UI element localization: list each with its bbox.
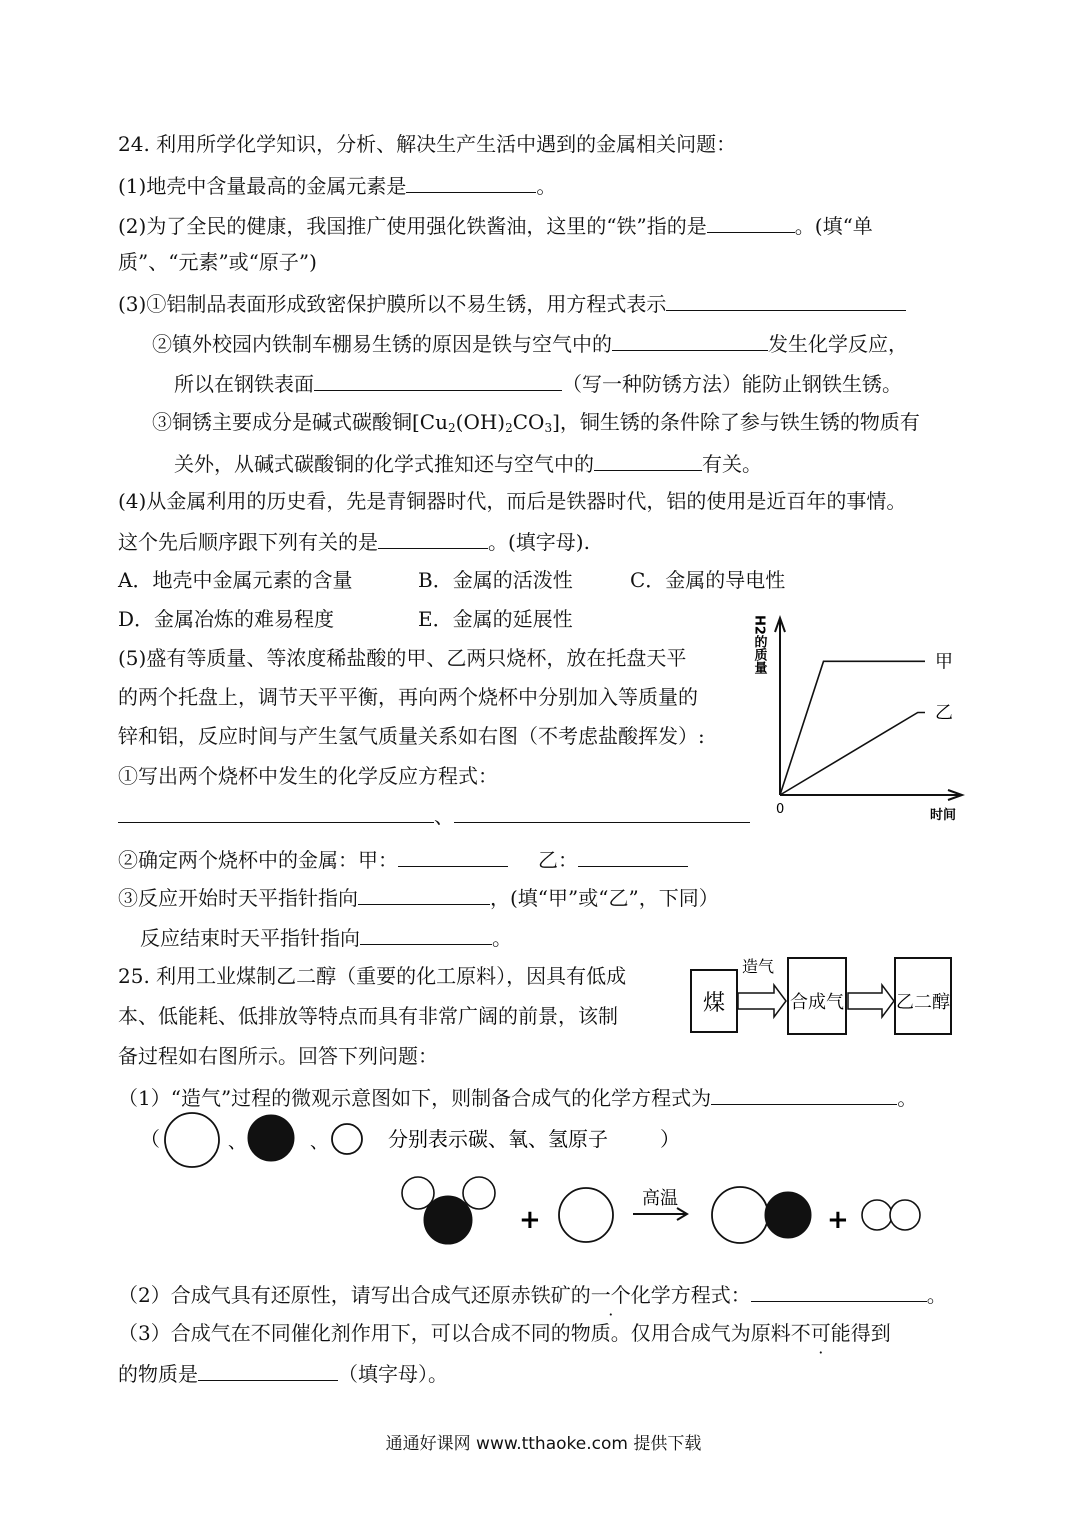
answer-blank[interactable]: [612, 328, 768, 351]
q24-part1: (1)地壳中含量最高的金属元素是 。: [118, 170, 556, 200]
arrow-right-icon: [738, 985, 786, 1017]
origin-label: 0: [776, 802, 785, 817]
answer-blank[interactable]: [454, 800, 750, 823]
legend-separator: 、: [310, 1132, 328, 1153]
arrow-right-icon: [848, 985, 894, 1017]
q25-part1: （1）“造气”过程的微观示意图如下，则制备合成气的化学方程式为 。: [118, 1082, 917, 1112]
hydrogen-mass-chart: [751, 605, 970, 833]
q25-part3-cont: 的物质是 （填字母）。: [118, 1358, 448, 1388]
answer-blank[interactable]: [398, 844, 508, 867]
answer-blank[interactable]: [314, 368, 562, 391]
plus-sign: +: [827, 1205, 849, 1235]
q25-stem-3: 备过程如右图所示。回答下列问题：: [118, 1044, 438, 1068]
legend-close-paren: ）: [660, 1127, 680, 1151]
q25-part3: （3）合成气在不同催化剂作用下，可以合成不同的物质。仅用合成气为原料不可能得到: [118, 1321, 891, 1345]
q24-part5-2: 的两个托盘上，调节天平平衡，再向两个烧杯中分别加入等质量的: [118, 685, 698, 709]
q24-part3-2: ②镇外校园内铁制车棚易生锈的原因是铁与空气中的 发生化学反应，: [152, 328, 908, 358]
hydrogen-atom-icon: [332, 1124, 362, 1154]
q24-part3-5: 关外，从碱式碳酸铜的化学式推知还与空气中的 有关。: [174, 448, 762, 478]
legend-separator: 、: [228, 1132, 246, 1153]
answer-blank[interactable]: [118, 800, 434, 823]
water-molecule-icon: [402, 1177, 495, 1244]
series-label: 甲: [935, 651, 953, 673]
q24-part3-3: 所以在钢铁表面 （写一种防锈方法）能防止钢铁生锈。: [174, 368, 902, 398]
atom-legend: [130, 1110, 690, 1170]
q24-part5-4: ①写出两个烧杯中发生的化学反应方程式：: [118, 764, 498, 788]
answer-blank[interactable]: [751, 1279, 927, 1302]
flow-arrow-label: 造气: [741, 957, 775, 976]
q25-part2: （2）合成气具有还原性，请写出合成气还原赤铁矿的一个化学方程式： 。: [118, 1279, 947, 1309]
q24-part2-cont: 质”、“元素”或“原子”): [118, 250, 317, 274]
series-label: 乙: [935, 702, 953, 724]
answer-blank[interactable]: [378, 526, 488, 549]
answer-blank[interactable]: [198, 1358, 338, 1381]
q24-part4-1: (4)从金属利用的历史看，先是青铜器时代，而后是铁器时代，铝的使用是近百年的事情。: [118, 489, 907, 513]
q24-part3-1: (3)①铝制品表面形成致密保护膜所以不易生锈，用方程式表示: [118, 288, 906, 318]
answer-blank[interactable]: [594, 448, 702, 471]
page-footer: 通通好课网 www.tthaoke.com 提供下载: [385, 1434, 702, 1454]
answer-blank[interactable]: [578, 844, 688, 867]
legend-open-paren: （: [140, 1127, 160, 1151]
option-a: A．地壳中金属元素的含量: [118, 568, 353, 592]
oxygen-atom-icon: [248, 1115, 294, 1161]
q25-stem-2: 本、低能耗、低排放等特点而具有非常广阔的前景，该制: [118, 1004, 618, 1028]
answer-blank[interactable]: [707, 210, 795, 233]
process-flow-diagram: [688, 950, 953, 1040]
series-line-甲: [780, 661, 925, 795]
option-b: B．金属的活泼性: [418, 568, 573, 592]
answer-blank[interactable]: [406, 170, 536, 193]
reaction-micro-diagram: [395, 1170, 935, 1260]
flow-box-coal-label: 煤: [702, 991, 726, 1016]
flow-box-glycol-label: 乙二醇: [896, 992, 950, 1013]
carbon-atom-icon: [165, 1113, 219, 1167]
q24-part5-8: 反应结束时天平指针指向 。: [140, 922, 512, 952]
carbon-monoxide-molecule-icon: [712, 1187, 811, 1243]
emphasis-text: 一个: [590, 1283, 631, 1307]
answer-blank[interactable]: [711, 1082, 897, 1105]
q24-part5-6: ②确定两个烧杯中的金属：甲： 乙：: [118, 844, 688, 874]
q25-stem-1: 25. 利用工业煤制乙二醇（重要的化工原料），因具有低成: [118, 964, 627, 988]
plus-sign: +: [519, 1205, 541, 1235]
q24-part2: (2)为了全民的健康，我国推广使用强化铁酱油，这里的“铁”指的是 。(填“单: [118, 210, 873, 240]
series-line-乙: [780, 713, 925, 796]
flow-box-syngas-label: 合成气: [790, 992, 844, 1013]
q24-part5-1: (5)盛有等质量、等浓度稀盐酸的甲、乙两只烧杯，放在托盘天平: [118, 646, 687, 670]
reaction-condition: 高温: [642, 1188, 678, 1209]
option-d: D．金属冶炼的难易程度: [118, 607, 335, 631]
hydrogen-molecule-icon: [862, 1200, 920, 1230]
q24-part5-3: 锌和铝，反应时间与产生氢气质量关系如右图（不考虑盐酸挥发）:: [118, 724, 705, 748]
option-c: C．金属的导电性: [630, 568, 786, 592]
answer-blank[interactable]: [666, 288, 906, 311]
q24-stem: 24. 利用所学化学知识，分析、解决生产生活中遇到的金属相关问题：: [118, 132, 737, 156]
answer-blank[interactable]: [360, 922, 492, 945]
q24-part3-4: ③铜锈主要成分是碱式碳酸铜$[Cu_2(OH)_2CO_3]$，铜生锈的条件除了参与铁生锈的物质有: [152, 410, 920, 435]
chart-axes: [775, 618, 962, 800]
legend-text: 分别表示碳、氧、氢原子: [388, 1127, 608, 1151]
emphasis-text: 不可能: [790, 1321, 851, 1345]
q24-part5-7: ③反应开始时天平指针指向 ，(填“甲”或“乙”，下同）: [118, 882, 719, 912]
q24-part4-2: 这个先后顺序跟下列有关的是 。(填字母).: [118, 526, 590, 556]
y-axis-label: H2的质量: [751, 615, 767, 674]
answer-blank[interactable]: [358, 882, 490, 905]
carbon-atom-icon: [559, 1188, 613, 1242]
x-axis-label: 时间: [930, 808, 957, 823]
option-e: E．金属的延展性: [418, 607, 573, 631]
q24-part5-equations: 、: [118, 800, 750, 830]
